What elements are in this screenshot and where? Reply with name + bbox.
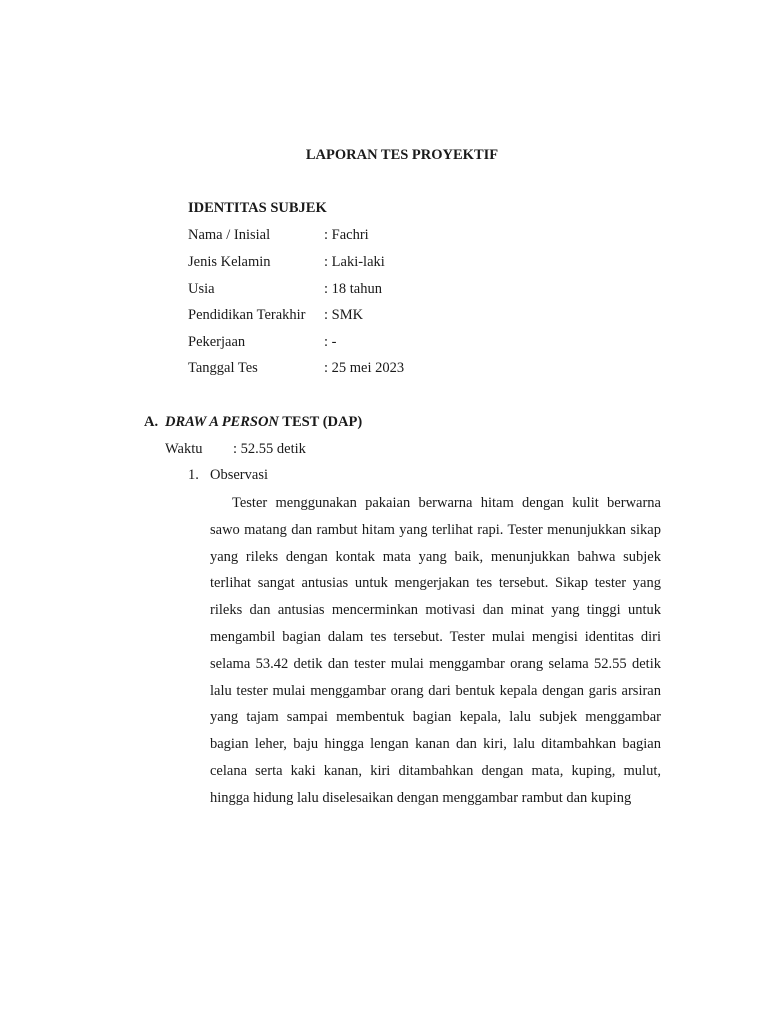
identity-label: Tanggal Tes (188, 360, 258, 376)
identity-label: Pekerjaan (188, 334, 246, 350)
identity-label: Pendidikan Terakhir (188, 307, 306, 323)
identity-value: : Fachri (324, 227, 369, 243)
section-title-italic: DRAW A PERSON (165, 414, 279, 430)
identity-label: Usia (188, 281, 215, 297)
observation-heading (188, 467, 268, 484)
identity-value: : - (324, 334, 337, 350)
time-label: Waktu (165, 441, 203, 457)
section-a-heading (144, 414, 362, 431)
observation-label: Observasi (210, 467, 268, 483)
identity-label: Jenis Kelamin (188, 254, 271, 270)
observation-paragraph: Tester menggunakan pakaian berwarna hitam dengan kulit berwarna sawo matang dan rambut hitam yang terlihat rapi. Tester menunjukkan sikap yang rileks dengan kontak mata yang baik, menunjukkan bahwa subjek terlihat sangat antusias untuk mengerjakan tes tersebut. Sikap tester yang rileks dan antusias mencerminkan motivasi dan minat yang tinggi untuk mengambil bagian dalam tes tersebut. Tester mulai mengisi identitas diri selama 53.42 detik dan tester mulai menggambar orang selama 52.55 detik lalu tester mulai menggambar orang dari bentuk kepala dengan garis arsiran yang tajam sampai membentuk bagian kepala, lalu subjek menggambar bagian leher, baju hingga lengan kanan dan kiri, lalu ditambahkan bagian celana serta kaki kanan, kiri ditambahkan dengan mata, kuping, mulut, hingga hidung lalu diselesaikan dengan menggambar rambut dan kuping (210, 495, 661, 806)
time-value: : 52.55 detik (233, 441, 306, 457)
identity-value: : Laki-laki (324, 254, 385, 270)
section-number: A. (144, 414, 159, 430)
time-line (165, 441, 306, 458)
identity-heading: IDENTITAS SUBJEK (188, 200, 327, 216)
section-title-rest: TEST (DAP) (278, 414, 363, 430)
identity-label: Nama / Inisial (188, 227, 271, 243)
observation-number: 1. (188, 467, 199, 483)
identity-value: : 18 tahun (324, 281, 382, 297)
identity-value: : 25 mei 2023 (324, 360, 405, 376)
identity-value: : SMK (324, 307, 364, 323)
report-title: LAPORAN TES PROYEKTIF (305, 147, 499, 163)
